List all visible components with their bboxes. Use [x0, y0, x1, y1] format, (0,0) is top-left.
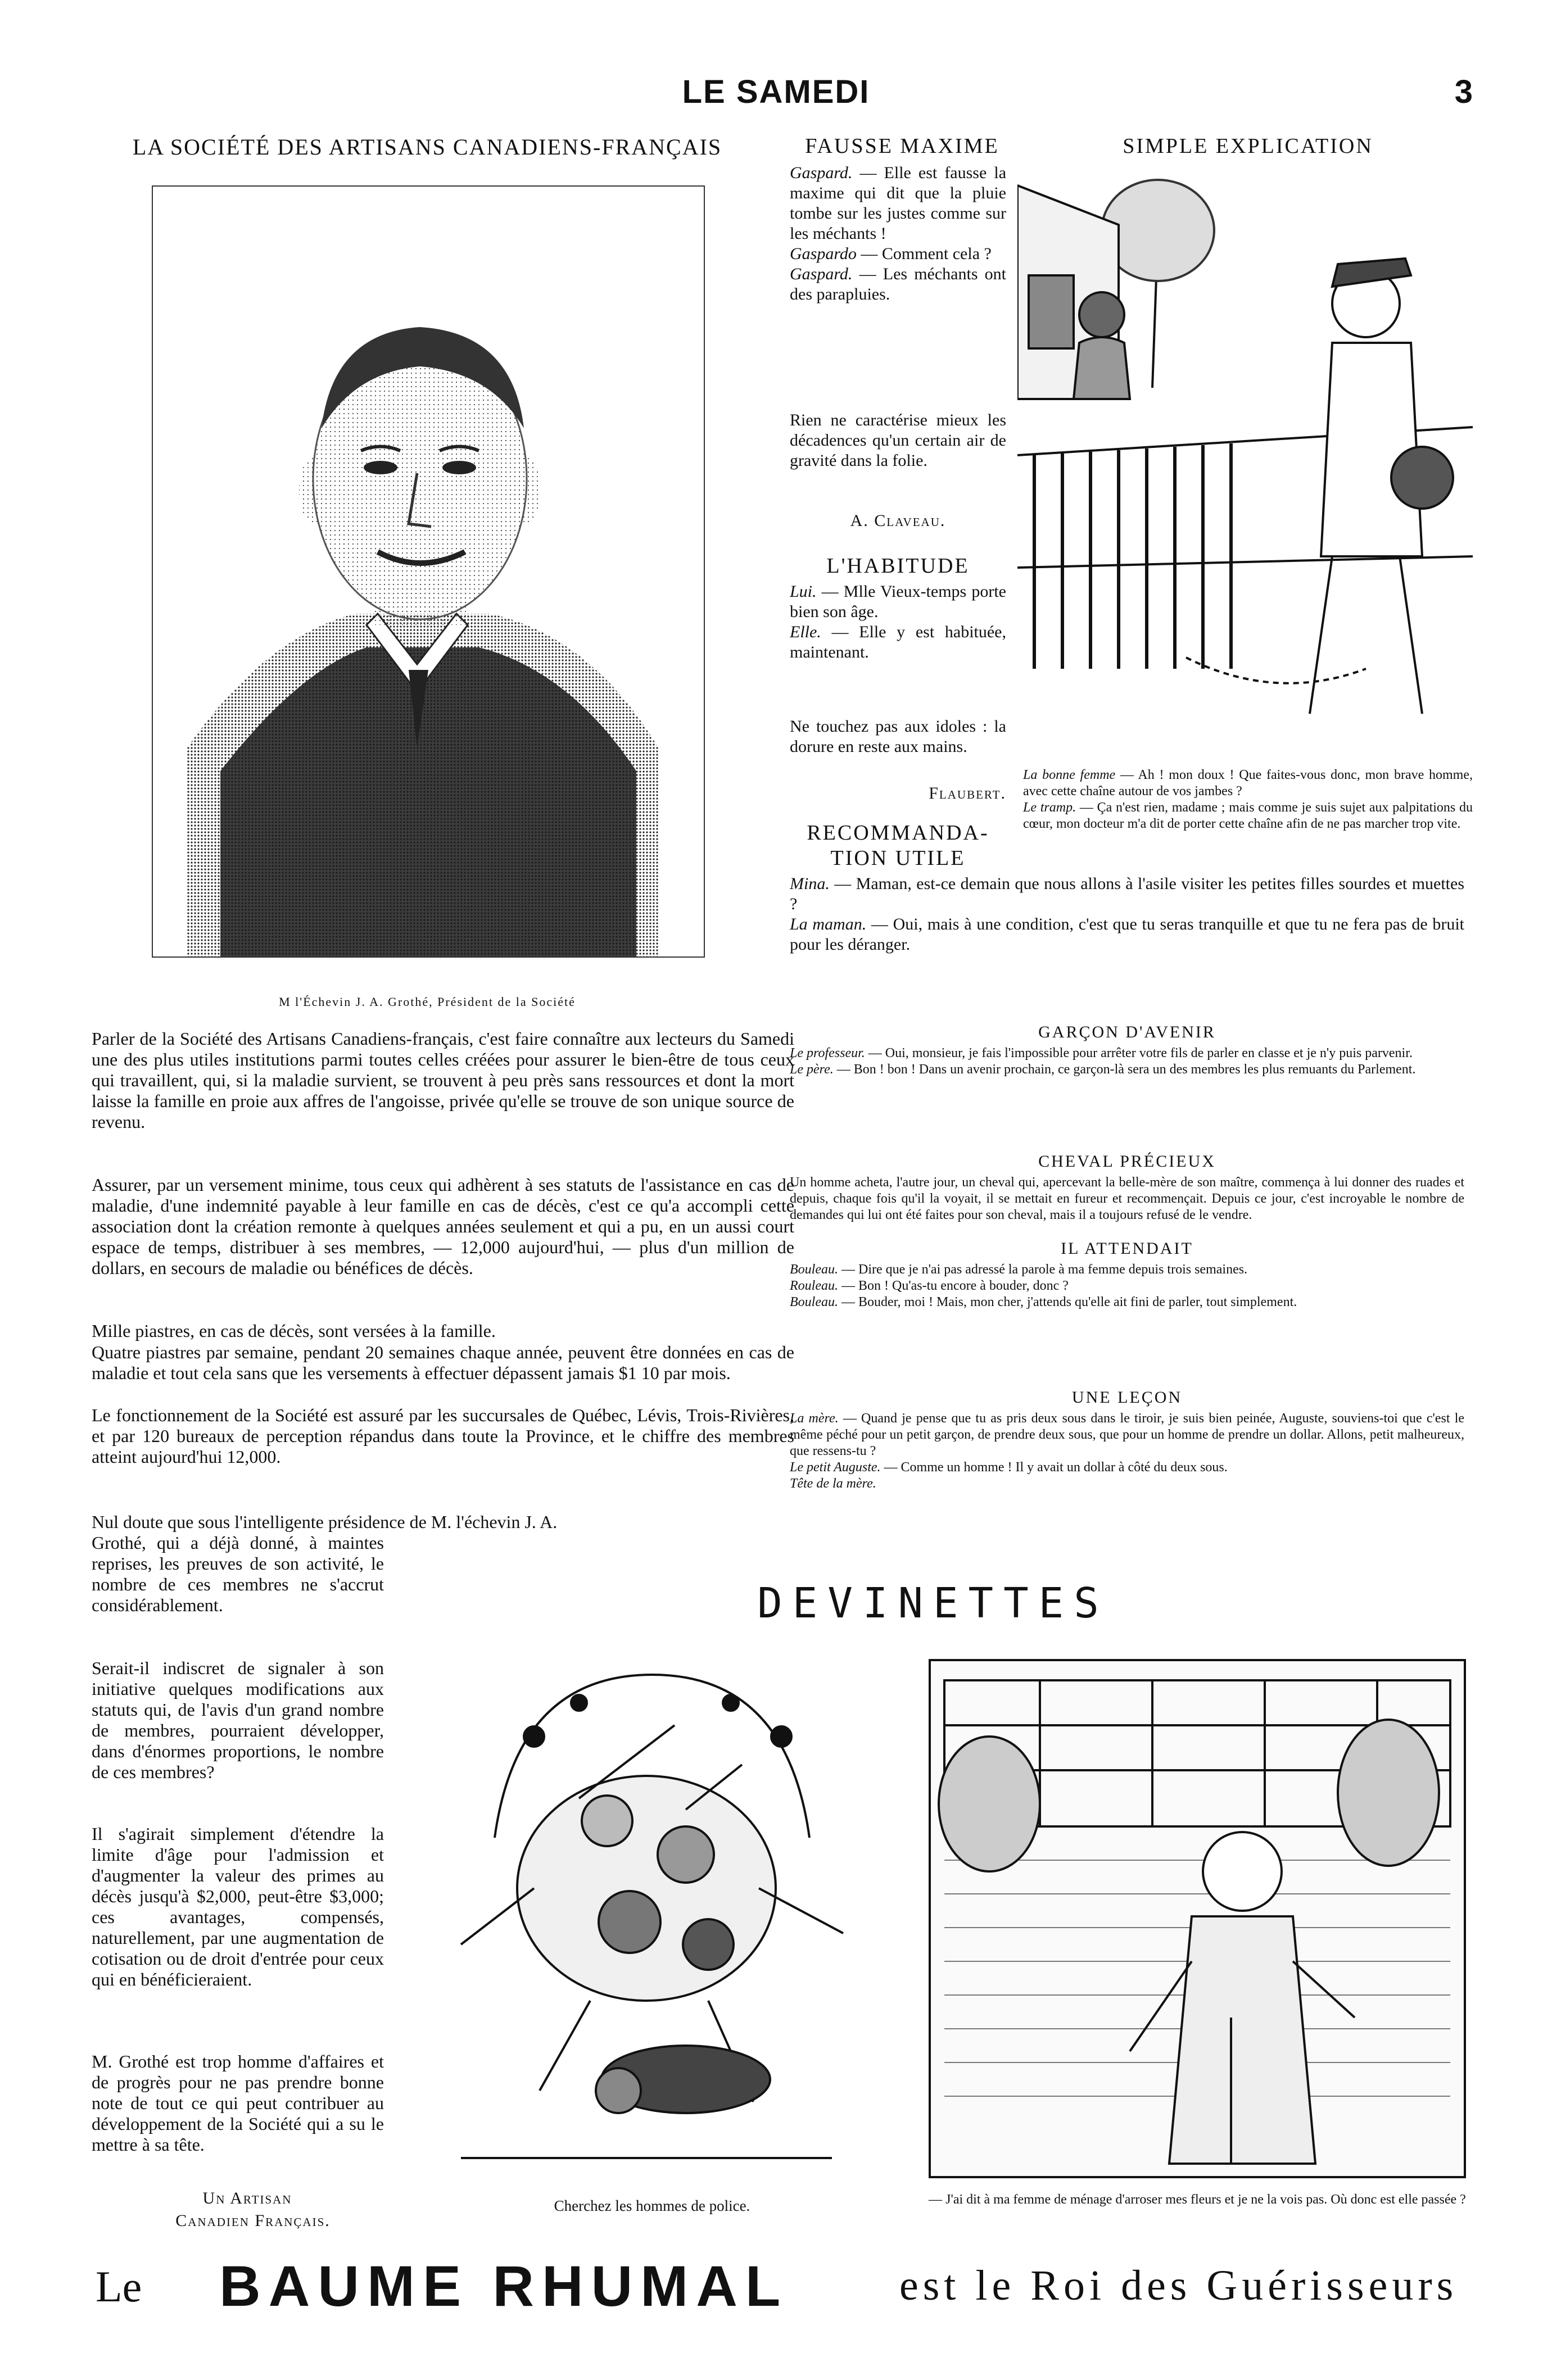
lecon-text [790, 1411, 1464, 1492]
speaker: Elle. [790, 623, 821, 641]
recommandation-title-1: RECOMMANDA- [807, 821, 989, 845]
speaker: Mina. [790, 874, 830, 893]
article-paragraph-2: Assurer, par un versement minime, tous ceux qui adhèrent à ses statuts de l'assistance en cas de maladie, d'une indemnité payable à leur famille en cas de décès, c'est ce qu'a accompli cette association dont la création remonte à quelques années seulement et qui a pu, en un aussi court espace de temps, distribuer à ses membres, — 12,000 aujourd'hui, — plus d'un million de dollars, en secours de maladie ou bénéfices de décès. [92, 1175, 794, 1278]
speaker: Gaspard. [790, 265, 853, 283]
article-paragraph-6-continued: Grothé, qui a déjà donné, à maintes reprises, les preuves de son activité, le nombre de ces membres ne s'accrut considérablement. [92, 1533, 384, 1615]
speaker: Le père. [790, 1062, 834, 1077]
lecon-title: UNE LEÇON [1071, 1388, 1183, 1407]
flowers-caption: — J'ai dit à ma femme de ménage d'arroser mes fleurs et je ne la vois pas. Où donc est elle passée ? [929, 2192, 1466, 2207]
flaubert-quote: Ne touchez pas aux idoles : la dorure en reste aux mains. [790, 717, 1006, 756]
maxime-claveau: Rien ne caractérise mieux les décadences qu'un certain air de gravité dans la folie. [790, 411, 1006, 470]
line: — Comment cela ? [861, 244, 992, 263]
speaker: Bouleau. [790, 1295, 838, 1309]
flaubert-author: Flaubert. [929, 784, 1006, 803]
police-puzzle-cartoon [393, 1652, 899, 2180]
flowers-puzzle-cartoon [927, 1658, 1467, 2186]
line: — Oui, monsieur, je fais l'impossible pour arrêter votre fils de parler en classe et je n'y puis parvenir. [868, 1046, 1413, 1060]
speaker: Lui. [790, 582, 817, 601]
article-paragraph-3: Mille piastres, en cas de décès, sont versées à la famille. [92, 1321, 496, 1341]
ad-prefix: Le [96, 2262, 142, 2311]
masthead-title: LE SAMEDI [682, 74, 870, 110]
claveau-author: A. Claveau. [850, 511, 946, 530]
attendait-title: IL ATTENDAIT [1061, 1239, 1193, 1258]
speaker: La bonne femme [1023, 768, 1116, 782]
line: — Bon ! bon ! Dans un avenir prochain, ce garçon-là sera un des membres les plus remuants du Parlement. [836, 1062, 1416, 1077]
speaker: Gaspard. [790, 164, 853, 182]
simple-explication-caption [1023, 767, 1473, 832]
article-paragraph-6: Nul doute que sous l'intelligente présidence de M. l'échevin J. A. [92, 1512, 558, 1532]
line: — Elle y est habituée, maintenant. [790, 623, 1006, 661]
line: — Comme un homme ! Il y avait un dollar à côté du deux sous. [884, 1460, 1228, 1475]
devinettes-title: DEVINETTES [757, 1579, 1109, 1628]
ad-brand: BAUME RHUMAL [219, 2254, 789, 2318]
line: — Elle est fausse la maxime qui dit que la pluie tombe sur les justes comme sur les méchants ! [790, 164, 1007, 243]
portrait-caption: M l'Échevin J. A. Grothé, Président de la Société [279, 995, 576, 1009]
line: — Ça n'est rien, madame ; mais comme je suis sujet aux palpitations du cœur, mon docteur m'a dit de porter cette chaîne afin de ne pas marcher trop vite. [1023, 800, 1473, 831]
simple-explication-title: SIMPLE EXPLICATION [1123, 134, 1373, 158]
speaker: Rouleau. [790, 1279, 838, 1293]
line: — Maman, est-ce demain que nous allons à l'asile visiter les petites filles sourdes et muettes ? [790, 874, 1465, 913]
habitude-text [790, 582, 1006, 663]
speaker: Tête de la mère. [790, 1476, 876, 1491]
speaker: La mère. [790, 1411, 839, 1426]
line: — Quand je pense que tu as pris deux sous dans le tiroir, je suis bien peinée, Auguste, souviens-toi que c'est le même péché pour un petit garçon, de prendre deux sous, que pour un homme de prendre un dollar. Allons, petit malheureux, que ressens-tu ? [790, 1411, 1465, 1458]
habitude-title: L'HABITUDE [826, 554, 970, 578]
tramp-cartoon [1017, 163, 1473, 747]
article-paragraph-4: Quatre piastres par semaine, pendant 20 semaines chaque année, peuvent être données en cas de maladie et tout cela sans que les versements à effectuer dépassent jamais $1 10 par mois. [92, 1342, 794, 1383]
speaker: Le tramp. [1023, 800, 1076, 815]
police-caption: Cherchez les hommes de police. [554, 2197, 750, 2214]
cheval-title: CHEVAL PRÉCIEUX [1038, 1152, 1216, 1171]
line: — Les méchants ont des parapluies. [790, 265, 1006, 303]
recommandation-title-2: TION UTILE [830, 846, 966, 870]
line: — Ah ! mon doux ! Que faites-vous donc, mon brave homme, avec cette chaîne autour de vos jambes ? [1023, 768, 1473, 799]
line: — Bon ! Qu'as-tu encore à bouder, donc ? [841, 1279, 1069, 1293]
line: — Oui, mais à une condition, c'est que tu seras tranquille et que tu ne fera pas de bruit pour les déranger. [790, 915, 1464, 954]
cheval-text: Un homme acheta, l'autre jour, un cheval qui, apercevant la belle-mère de son maître, commença à lui donner des ruades et depuis, chaque fois qu'il la voyait, il se mettait en fureur et recommençait. Depuis ce jour, c'est incroyable le nombre de demandes qui lui ont été faites pour son cheval, mais il a toujours refusé de le vendre. [790, 1175, 1464, 1222]
speaker: La maman. [790, 915, 867, 933]
article-paragraph-8: Il s'agirait simplement d'étendre la limite d'âge pour l'admission et d'augmenter la valeur des primes au décès jusqu'à $2,000, peut-être $3,000; ces avantages, compensés, naturellement, par une augmentation de cotisation ou de droit d'entrée pour ceux qui en bénéficieraient. [92, 1824, 384, 1989]
garcon-title: GARÇON D'AVENIR [1038, 1023, 1216, 1041]
portrait-photo [152, 185, 705, 958]
attendait-text [790, 1262, 1464, 1311]
line: — Mlle Vieux-temps porte bien son âge. [790, 582, 1006, 621]
speaker: Gaspardo [790, 244, 857, 263]
signature-line-2: Canadien Français. [175, 2211, 331, 2230]
fausse-maxime-title: FAUSSE MAXIME [805, 134, 999, 158]
speaker: Le professeur. [790, 1046, 865, 1060]
article-paragraph-9: M. Grothé est trop homme d'affaires et de progrès pour ne pas prendre bonne note de tout ce qui peut contribuer au développement de la Société qui a su le mettre à sa tête. [92, 2051, 384, 2155]
line: — Dire que je n'ai pas adressé la parole à ma femme depuis trois semaines. [841, 1262, 1248, 1277]
page-number: 3 [1454, 74, 1473, 110]
article-heading: LA SOCIÉTÉ DES ARTISANS CANADIENS-FRANÇAIS [132, 134, 722, 160]
baume-rhumal-ad [96, 2254, 1478, 2321]
fausse-maxime-text [790, 163, 1006, 305]
signature-line-1: Un Artisan [202, 2189, 292, 2207]
line: — Bouder, moi ! Mais, mon cher, j'attends qu'elle ait fini de parler, tout simplement. [841, 1295, 1297, 1309]
article-paragraph-7: Serait-il indiscret de signaler à son initiative quelques modifications aux statuts qui, de l'avis d'un grand nombre de membres, pourraient développer, dans d'énormes proportions, le nombre de ces membres? [92, 1658, 384, 1782]
article-paragraph-1: Parler de la Société des Artisans Canadiens-français, c'est faire connaître aux lecteurs du Samedi une des plus utiles institutions parmi toutes celles créées pour assurer le bien-être de tous ceux qui travaillent, qui, si la maladie survient, se trouvent à peu près sans ressources et dont la mort laisse la famille en proie aux affres de l'angoisse, privée qu'elle se trouve de son unique source de revenu. [92, 1028, 794, 1132]
speaker: Le petit Auguste. [790, 1460, 881, 1475]
speaker: Bouleau. [790, 1262, 838, 1277]
ad-tagline: est le Roi des Guérisseurs [899, 2262, 1458, 2309]
recommandation-text [790, 874, 1464, 955]
garcon-text [790, 1045, 1464, 1078]
article-paragraph-5: Le fonctionnement de la Société est assuré par les succursales de Québec, Lévis, Trois-Rivières, et par 120 bureaux de perception répandus dans toute la Province, et le chiffre des membres atteint aujourd'hui 12,000. [92, 1405, 794, 1467]
